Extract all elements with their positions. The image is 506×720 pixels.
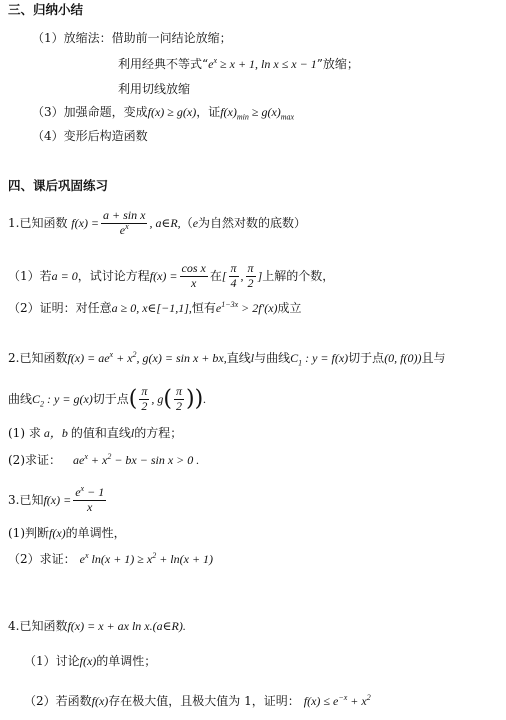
summary-item-1-sub1: 利用经典不等式“$e^x \ge x + 1$, ln x ≤ x − 1”放缩； — [118, 56, 359, 71]
problem-4-stem: 4.已知函数f(x) = x + ax ln x.(a∈R). — [8, 619, 186, 633]
fraction: $\frac{\text{cos x}}{x}$ — [181, 261, 206, 290]
problem-3-stem: 3.已知f(x) = $\frac{e^x - 1}{x}$ — [8, 484, 105, 514]
fraction: $\frac{\pi}{2}$ — [247, 261, 254, 290]
problem-1-q1: （1）若a = 0，试讨论方程f(x) = $\frac{\text{cos x}}{x}$ 在[ $\frac{\pi}{4}$ , $\frac{\pi}{2}$ ]上解的个数， — [8, 261, 335, 290]
problem-2-q1: (1) 求 a，b 的值和直线l的方程； — [8, 426, 183, 440]
problem-4-q2: （2）若函数f(x)存在极大值，且极大值为 1，证明： $f(x) \le e^{-x} + x^2$ — [24, 693, 371, 708]
summary-item-4: （4）变形后构造函数 — [32, 129, 148, 143]
fraction: $\frac{\text{a + sin x}}{e^x}$ — [103, 208, 146, 237]
problem-3-q2: （2）求证： $e^x$ $\ln(x + 1) \ge x^2 + \ln(x + 1)$ — [8, 551, 214, 566]
problem-2-stem-line1: 2.已知函数$f(x) = ae^x + x^2$, g(x) = sin x + bx,直线l与曲线$C_1$ : y = f(x)切于点(0, f(0))且与 — [8, 350, 446, 368]
summary-item-1-sub2: 利用切线放缩 — [118, 82, 191, 96]
problem-2-q2: (2)求证： $ae^x + x^2$ − bx − sin x > 0 . — [8, 452, 200, 467]
problem-1-stem: 1.已知函数 f(x) = $\frac{\text{a + sin x}}{e^x}$ , a∈R,（e为自然对数的底数） — [8, 208, 307, 237]
fraction: $\frac{\pi}{2}$ — [141, 384, 148, 413]
summary-item-1: （1）放缩法：借助前一问结论放缩； — [32, 31, 232, 45]
problem-3-q1: (1)判断f(x)的单调性， — [8, 526, 126, 540]
problem-1-q2: （2）证明：对任意a ≥ 0, x∈[−1,1],恒有$e^{1-3x} > 2f'(x)$成立 — [8, 300, 302, 315]
fraction: $\frac{\pi}{4}$ — [230, 261, 237, 290]
section-heading-exercises: 四、课后巩固练习 — [8, 178, 109, 193]
problem-4-q1: （1）讨论f(x)的单调性； — [24, 654, 157, 668]
inequality-formula: $e^x \ge x + 1$, ln x ≤ x − 1 — [208, 56, 317, 71]
summary-item-3: （3）加强命题，变成f(x) ≥ g(x)，证$f(x)_{min} \ge g(x)_{max}$ — [32, 105, 295, 122]
fraction: $\frac{\pi}{2}$ — [176, 384, 183, 413]
section-heading-summary: 三、归纳小结 — [8, 2, 84, 17]
fraction: $\frac{e^x - 1}{x}$ — [75, 484, 105, 514]
problem-2-stem-line2: 曲线$C_2$ : y = g(x)切于点( $\frac{\pi}{2}$ , g( $\frac{\pi}{2}$ )). — [8, 384, 207, 413]
